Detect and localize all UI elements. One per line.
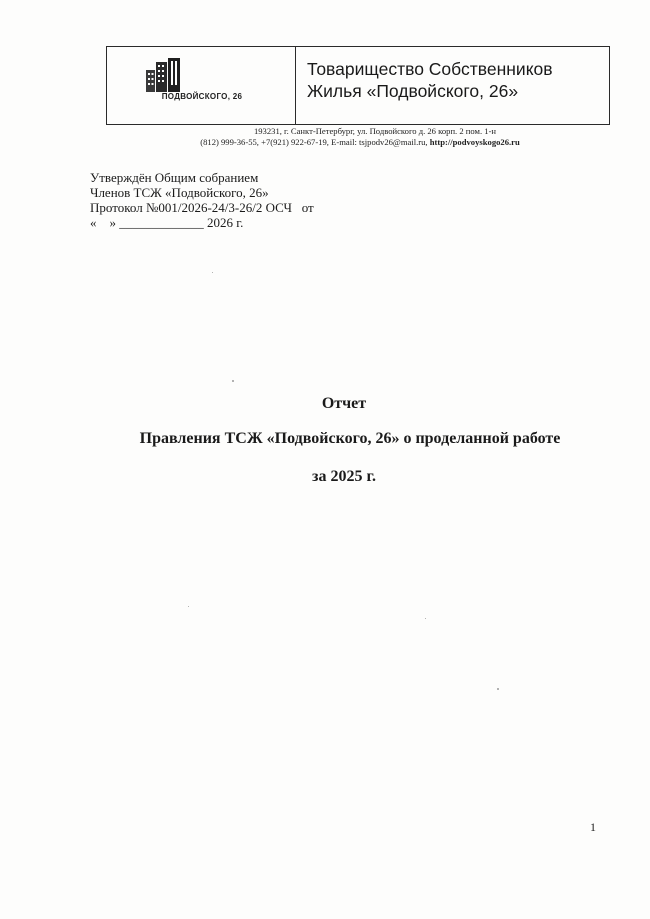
report-title: Отчет — [321, 395, 367, 412]
phones-email-website — [150, 137, 570, 148]
approval-block — [90, 170, 314, 230]
scan-speck — [188, 606, 189, 607]
scan-speck — [425, 618, 426, 619]
page-number: 1 — [590, 820, 596, 834]
organization-name-line-1: Товарищество Собственников — [307, 59, 553, 79]
building-logo-icon — [144, 56, 184, 94]
report-period: за 2025 г. — [312, 468, 376, 485]
report-subtitle: Правления ТСЖ «Подвойского, 26» о проделанной работе — [139, 430, 561, 447]
approval-line-3: Протокол №001/2026-24/3-26/2 ОСЧ от — [90, 200, 314, 215]
scan-speck — [497, 688, 499, 690]
phones-email: (812) 999-36-55, +7(921) 922-67-19, E-mail: tsjpodv26@mail.ru, — [200, 137, 428, 147]
approval-line-1: Утверждён Общим собранием — [90, 170, 259, 185]
postal-address: 193231, г. Санкт-Петербург, ул. Подвойского д. 26 корп. 2 пом. 1-н — [253, 126, 497, 136]
organization-name — [296, 47, 553, 124]
letterhead-box — [106, 46, 610, 125]
approval-line-4: « » _____________ 2026 г. — [90, 215, 244, 230]
contact-info — [150, 126, 570, 148]
scan-speck — [212, 272, 213, 273]
website-link[interactable]: http://podvoyskogo26.ru — [429, 137, 520, 147]
scan-speck — [232, 380, 234, 382]
approval-line-2: Членов ТСЖ «Подвойского, 26» — [90, 185, 269, 200]
logo-cell — [107, 47, 296, 124]
logo-text: ПОДВОЙСКОГО, 26 — [161, 92, 243, 101]
organization-name-line-2: Жилья «Подвойского, 26» — [307, 81, 519, 101]
